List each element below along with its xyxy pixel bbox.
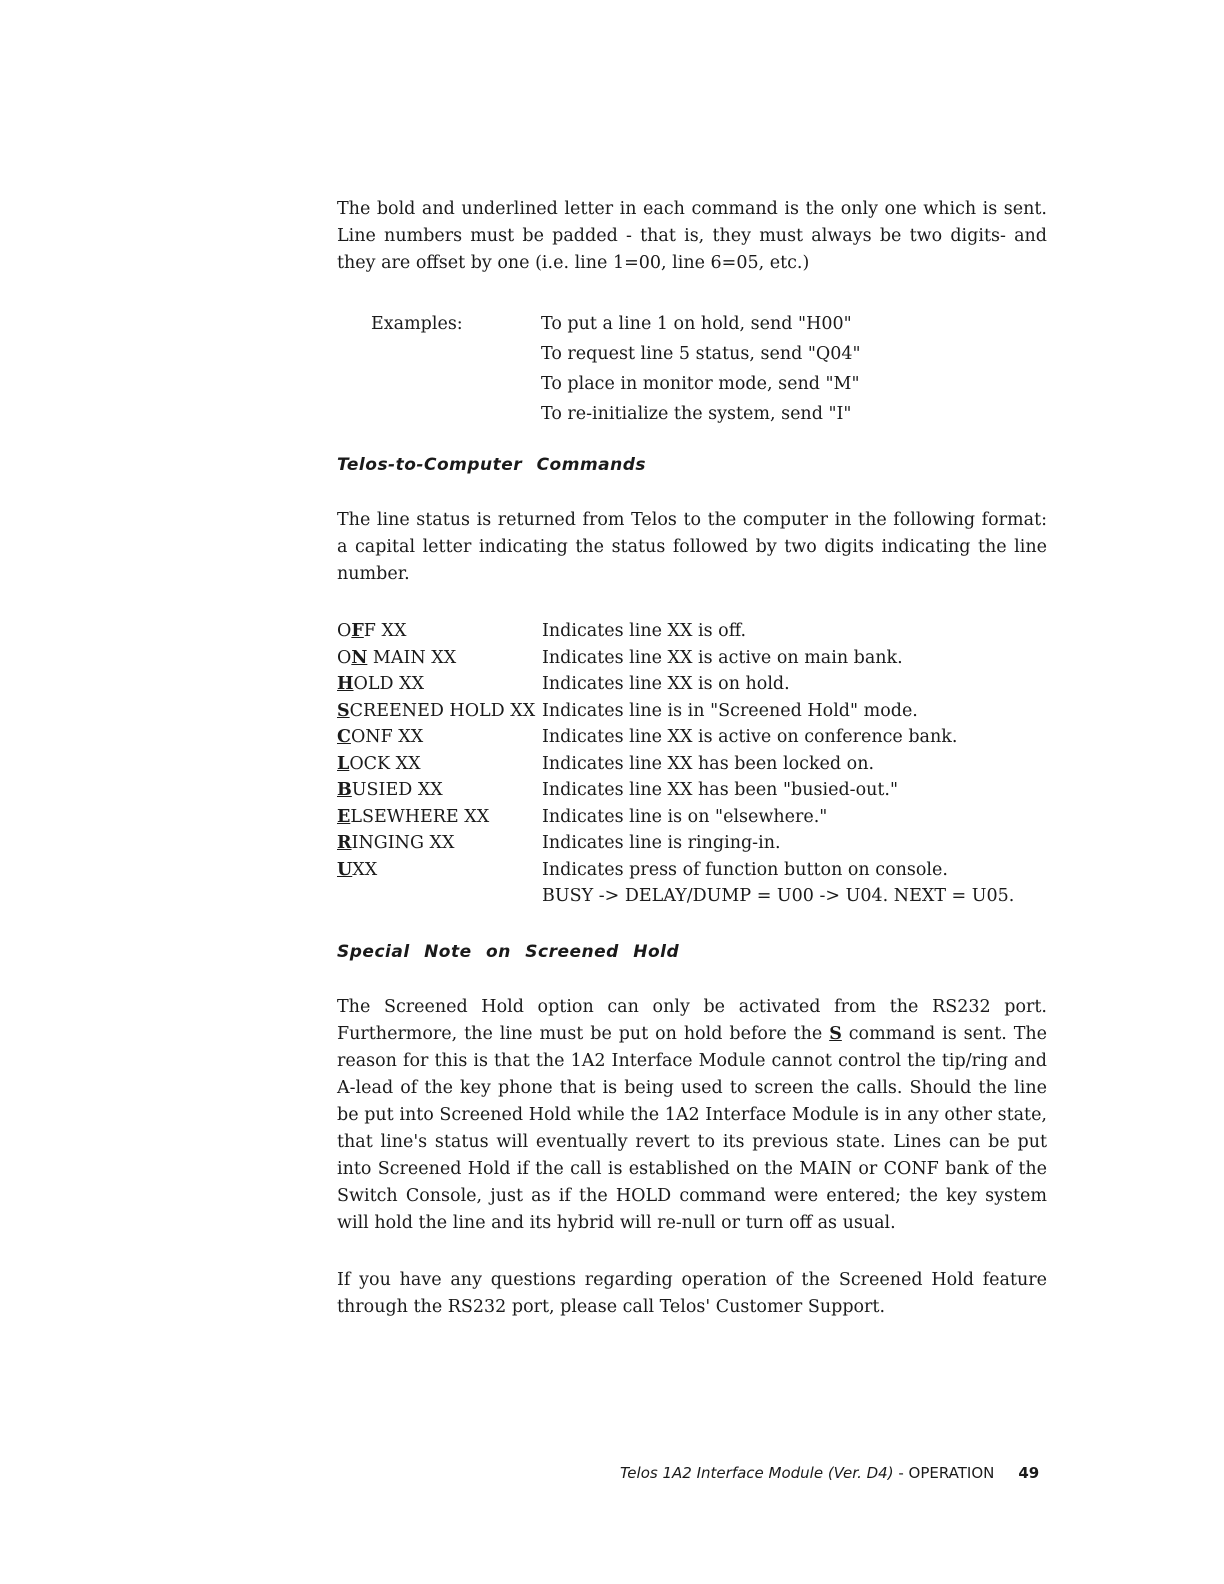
command-key-letter: S [829,1023,842,1044]
status-command-row [337,857,1047,884]
command-suffix: OLD XX [353,674,425,694]
status-command [337,671,542,698]
command-key-letter: H [337,674,354,694]
command-key-letter: C [337,727,351,747]
status-description: Indicates line XX is active on main bank. [542,647,903,668]
status-description: Indicates line XX has been locked on. [542,753,875,774]
command-suffix: ONF XX [350,727,424,747]
status-command-row [337,751,1047,778]
status-command [337,751,542,778]
footer-title: Telos 1A2 Interface Module (Ver. D4) [620,1464,894,1482]
status-command [337,724,542,751]
status-description: Indicates line is on "elsewhere." [542,806,828,827]
command-suffix: F XX [363,621,407,641]
example-line: To request line 5 status, send "Q04" [541,344,861,364]
command-suffix: XX [352,859,378,880]
command-prefix: O [337,621,352,641]
status-command-row [337,724,1047,751]
command-suffix: CREENED HOLD XX [349,700,536,721]
status-command [337,857,542,884]
screened-hold-text-end: command is sent. The reason for this is that the 1A2 Interface Module cannot control the tip/ring and A-lead of the key phone that is being used to screen the calls. Should the line be put into Screened Hold while the 1A2 Interface Module is in any other state, that line's status will eventually revert to its previous state. Lines can be put into Screened Hold if the call is established on the MAIN or CONF bank of the Switch Console, just as if the HOLD command were entered; the key system will hold the line and its hybrid will re-null or turn off as usual. [337,1023,1048,1233]
example-line: To put a line 1 on hold, send "H00" [541,314,852,334]
section-heading-telos-to-computer: Telos-to-Computer Commands [337,455,647,475]
status-command [337,698,542,725]
status-description: Indicates line XX is on hold. [542,674,790,694]
status-command-row [337,777,1047,804]
command-key-letter: L [337,753,350,774]
status-command [337,804,542,831]
status-description: Indicates line XX has been "busied-out." [542,780,899,800]
status-command-row [337,804,1047,831]
status-description: Indicates line XX is active on conference bank. [542,727,958,747]
status-command-row [337,645,1047,672]
examples-label: Examples: [371,314,463,334]
status-command [337,830,542,857]
status-description: Indicates line is in "Screened Hold" mode. [542,700,918,721]
status-command [337,618,542,645]
page-content [337,196,1047,1321]
command-key-letter: F [351,621,364,641]
command-key-letter: R [337,833,352,853]
command-suffix: INGING XX [351,833,455,853]
status-description: Indicates line is ringing-in. [542,833,781,853]
footer-section: - OPERATION [893,1464,995,1482]
intro-paragraph: The bold and underlined letter in each command is the only one which is sent. Line numbers must be padded - that is, they must always be two digits- and they are offset by one (i.e. line 1=00, line 6=05, etc.) [337,199,1047,273]
command-suffix: USIED XX [351,780,443,800]
status-description-extra: BUSY -> DELAY/DUMP = U00 -> U04. NEXT = U05. [542,886,1015,906]
command-suffix: OCK XX [349,753,421,774]
command-key-letter: E [337,806,351,827]
command-key-letter: S [337,700,350,721]
command-key-letter: U [337,859,353,880]
status-command [337,645,542,672]
status-command [337,777,542,804]
status-command-row [337,830,1047,857]
command-suffix: MAIN XX [367,647,457,668]
examples-block [337,309,1047,429]
section-heading-screened-hold: Special Note on Screened Hold [337,941,680,962]
example-line: To place in monitor mode, send "M" [541,374,860,394]
status-command-row [337,671,1047,698]
status-command [337,883,542,910]
example-line: To re-initialize the system, send "I" [541,404,852,424]
screened-hold-text-start: The Screened Hold option can only be activated from the RS232 port. Furthermore, the line must be put on hold before the [337,996,1047,1044]
examples-list [541,309,1047,429]
page-footer [620,1464,1039,1482]
status-description: Indicates press of function button on console. [542,859,948,880]
status-commands-table [337,618,1047,910]
status-description: Indicates line XX is off. [542,621,747,641]
command-suffix: LSEWHERE XX [350,806,490,827]
status-format-paragraph: The line status is returned from Telos to the computer in the following format: a capital letter indicating the status followed by two digits indicating the line number. [337,510,1047,584]
command-key-letter: B [337,780,352,800]
command-prefix: O [337,647,352,668]
status-command-row [337,698,1047,725]
command-key-letter: N [351,647,368,668]
status-command-row [337,618,1047,645]
page-number: 49 [1018,1464,1040,1482]
support-paragraph: If you have any questions regarding operation of the Screened Hold feature through the RS232 port, please call Telos' Customer Support. [337,1269,1047,1317]
status-command-row [337,883,1047,910]
screened-hold-paragraph [337,994,1047,1237]
